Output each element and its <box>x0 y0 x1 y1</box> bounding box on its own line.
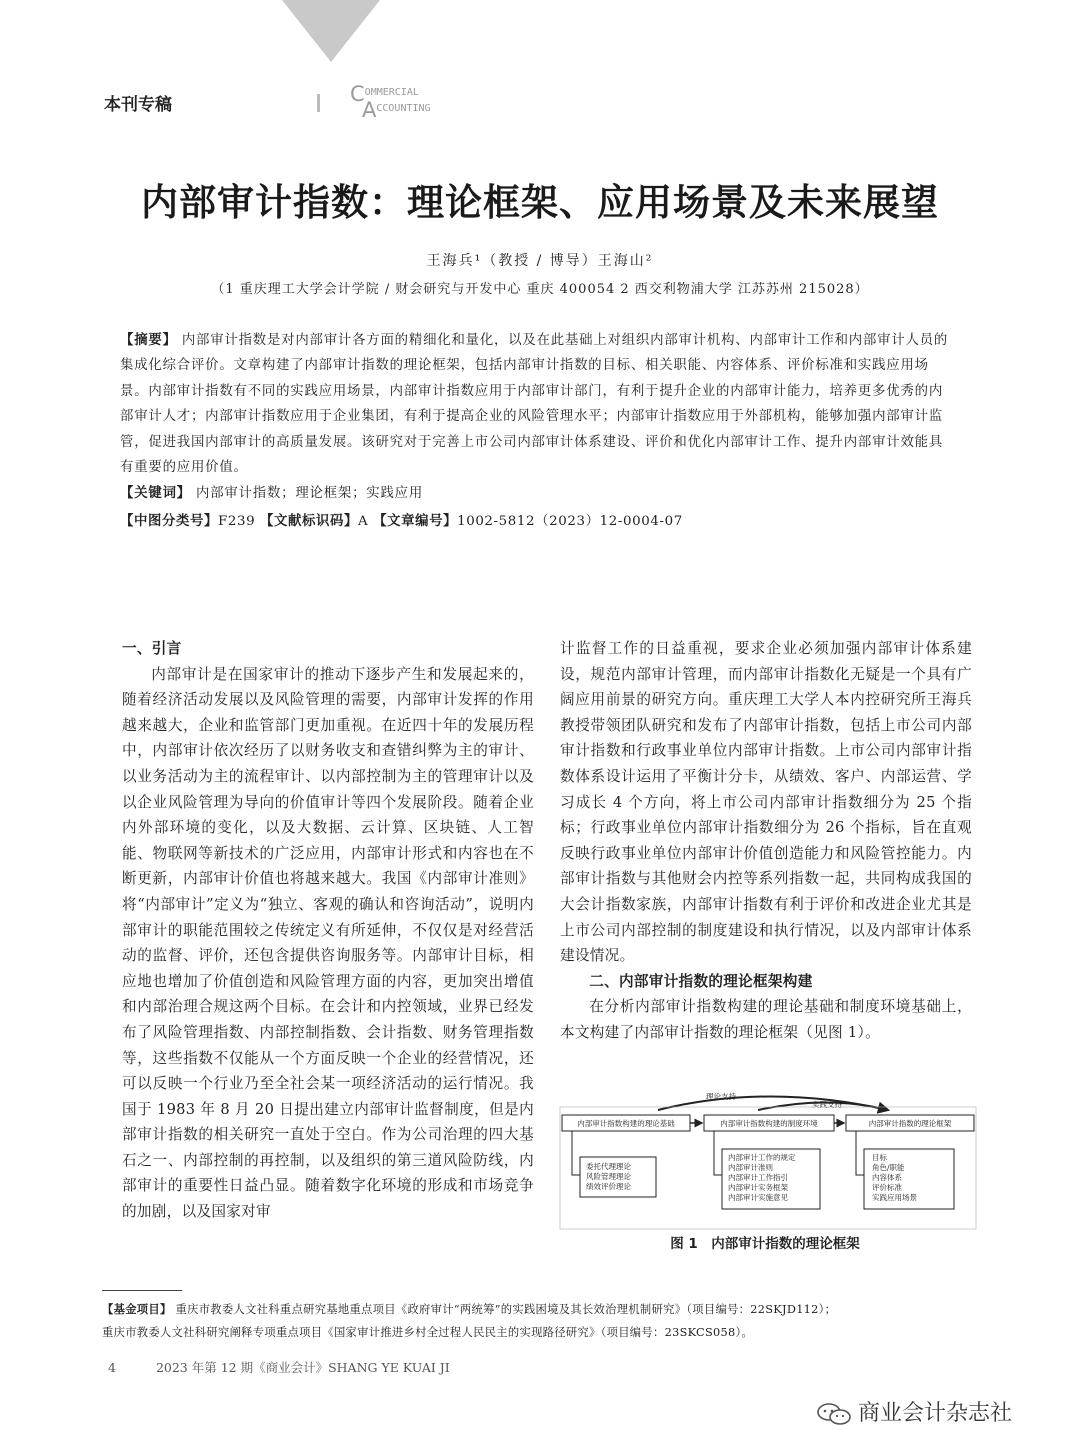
regulation-3: 内部审计工作指引 <box>728 1173 788 1182</box>
issue-info: 2023 年第 12 期《商业会计》SHANG YE KUAI JI <box>155 1360 450 1375</box>
logo-letter-c: C <box>350 82 365 106</box>
theory-1: 委托代理理论 <box>586 1162 631 1171</box>
logo-line-2: CCOUNTING <box>376 103 431 114</box>
element-3: 内容体系 <box>872 1173 902 1182</box>
doc-code-value: A <box>357 514 369 529</box>
doc-code-label: 【文献标识码】 <box>260 514 358 529</box>
abstract-label: 【摘要】 <box>120 333 177 348</box>
decorative-triangle <box>282 0 380 62</box>
header-separator <box>317 94 320 112</box>
theory-3: 绩效评价理论 <box>586 1182 631 1191</box>
theory-2: 风险管理理论 <box>586 1172 631 1181</box>
arrow-label-theory: 理论支持 <box>706 1092 736 1101</box>
box-theoretical-framework-label: 内部审计指数的理论框架 <box>868 1119 952 1128</box>
clc-label: 【中图分类号】 <box>120 514 218 529</box>
regulation-5: 内部审计实施意见 <box>728 1193 788 1202</box>
footnote-rule <box>102 1290 182 1291</box>
wechat-icon <box>816 1402 852 1426</box>
keywords-text: 内部审计指数；理论框架；实践应用 <box>196 486 424 501</box>
affiliations: （1 重庆理工大学会计学院 / 财会研究与开发中心 重庆 400054 2 西交利物浦大学 江苏苏州 215028） <box>211 282 869 297</box>
element-5: 实践应用场景 <box>872 1193 917 1202</box>
left-column <box>122 636 534 1225</box>
arrow-label-practice: 实践支持 <box>812 1100 842 1109</box>
funding-label: 【基金项目】 <box>102 1303 172 1316</box>
keywords <box>120 482 956 501</box>
regulation-1: 内部审计工作的规定 <box>728 1153 796 1162</box>
page-number: 4 <box>108 1360 116 1375</box>
box-institutional-env-label: 内部审计指数构建的制度环境 <box>720 1119 818 1128</box>
article-number-value: 1002-5812（2023）12-0004-07 <box>457 514 683 529</box>
element-2: 角色/职能 <box>872 1163 905 1172</box>
box-theory-basis-label: 内部审计指数构建的理论基础 <box>577 1119 675 1128</box>
journal-logo <box>350 82 431 122</box>
right-column <box>560 636 972 1046</box>
funding-line-2: 重庆市教委人文社科研究阐释专项重点项目《国家审计推进乡村全过程人民民主的实现路径研究》（项目编号：23SKCS058）。 <box>102 1326 754 1339</box>
paragraph-framework: 在分析内部审计指数构建的理论基础和制度环境基础上，本文构建了内部审计指数的理论框架（见图 1）。 <box>560 998 972 1041</box>
heading-introduction: 一、引言 <box>122 640 182 657</box>
heading-framework: 二、内部审计指数的理论框架构建 <box>589 972 813 990</box>
regulation-2: 内部审计准则 <box>728 1163 773 1172</box>
regulation-4: 内部审计实务框架 <box>728 1183 788 1192</box>
keywords-label: 【关键词】 <box>120 486 191 501</box>
abstract <box>120 328 956 480</box>
funding-line-1: 重庆市教委人文社科重点研究基地重点项目《政府审计“两统筹”的实践困境及其长效治理机制研究》（项目编号：22SKJD112）； <box>175 1303 837 1316</box>
watermark-text: 商业会计杂志社 <box>858 1401 1013 1426</box>
element-4: 评价标准 <box>872 1183 902 1192</box>
logo-letter-a: A <box>362 98 377 122</box>
logo-line-1: OMMERCIAL <box>364 87 419 98</box>
section-label: 本刊专稿 <box>104 95 172 115</box>
classification-line <box>120 510 956 529</box>
figure-caption: 图 1 内部审计指数的理论框架 <box>670 1236 860 1252</box>
paragraph-intro: 内部审计是在国家审计的推动下逐步产生和发展起来的，随着经济活动发展以及风险管理的需要，内部审计发挥的作用越来越大，企业和监管部门更加重视。在近四十年的发展历程中，内部审计依次经历了以财务收支和查错纠弊为主的审计、以业务活动为主的流程审计、以内部控制为主的管理审计以及以企业风险管理为导向的价值审计等四个发展阶段。随着企业内外部环境的变化，以及大数据、云计算、区块链、人工智能、物联网等新技术的广泛应用，内部审计形式和内容也在不断更新，内部审计价值也将越来越大。我国《内部审计准则》将“内部审计”定义为“独立、客观的确认和咨询活动”，说明内部审计的职能范围较之传统定义有所延伸，不仅仅是对经营活动的监督、评价，还包含提供咨询服务等。内部审计目标，相应地也增加了价值创造和风险管理方面的内容，更加突出增值和内部治理合规这两个目标。在会计和内控领域，业界已经发布了风险管理指数、内部控制指数、会计指数、财务管理指数等，这些指数不仅能从一个方面反映一个企业的经营情况，还可以反映一个行业乃至全社会某一项经济活动的运行情况。我国于 1983 年 8 月 20 日提出建立内部审计监督制度，但是内部审计指数的相关研究一直处于空白。作为公司治理的四大基石之一、内部控制的再控制，以及组织的第三道风险防线，内部审计的重要性日益凸显。随着数字化环境的形成和市场竞争的加剧，以及国家对审 <box>122 665 534 1221</box>
page-footer <box>108 1358 450 1376</box>
element-1: 目标 <box>872 1153 887 1162</box>
clc-value: F239 <box>217 514 256 529</box>
article-title: 内部审计指数：理论框架、应用场景及未来展望 <box>141 181 939 224</box>
funding-note <box>102 1298 982 1344</box>
watermark <box>816 1396 1012 1427</box>
article-number-label: 【文章编号】 <box>373 514 458 529</box>
paragraph-continued: 计监督工作的日益重视，要求企业必须加强内部审计体系建设，规范内部审计管理，而内部审计指数化无疑是一个具有广阔应用前景的研究方向。重庆理工大学人本内控研究所王海兵教授带领团队研究和发布了内部审计指数，包括上市公司内部审计指数和行政事业单位内部审计指数。上市公司内部审计指数体系设计运用了平衡计分卡，从绩效、客户、内部运营、学习成长 4 个方向，将上市公司内部审计指数细分为 25 个指标；行政事业单位内部审计指数细分为 26 个指标，旨在直观反映行政事业单位内部审计价值创造能力和风险管控能力。内部审计指数与其他财会内控等系列指数一起，共同构成我国的大会计指数家族，内部审计指数有利于评价和改进企业尤其是上市公司内部控制的制度建设和执行情况，以及内部审计体系建设情况。 <box>560 640 972 965</box>
authors: 王海兵¹（教授 / 博导）王海山² <box>426 253 654 269</box>
abstract-text: 内部审计指数是对内部审计各方面的精细化和量化，以及在此基础上对组织内部审计机构、内部审计工作和内部审计人员的集成化综合评价。文章构建了内部审计指数的理论框架，包括内部审计指数的目标、相关职能、内容体系、评价标准和实践应用场景。内部审计指数有不同的实践应用场景，内部审计指数应用于内部审计部门，有利于提升企业的内部审计能力，培养更多优秀的内部审计人才；内部审计指数应用于企业集团，有利于提高企业的风险管理水平；内部审计指数应用于外部机构，能够加强内部审计监管，促进我国内部审计的高质量发展。该研究对于完善上市公司内部审计体系建设、评价和优化内部审计工作、提升内部审计效能具有重要的应用价值。 <box>120 333 949 476</box>
